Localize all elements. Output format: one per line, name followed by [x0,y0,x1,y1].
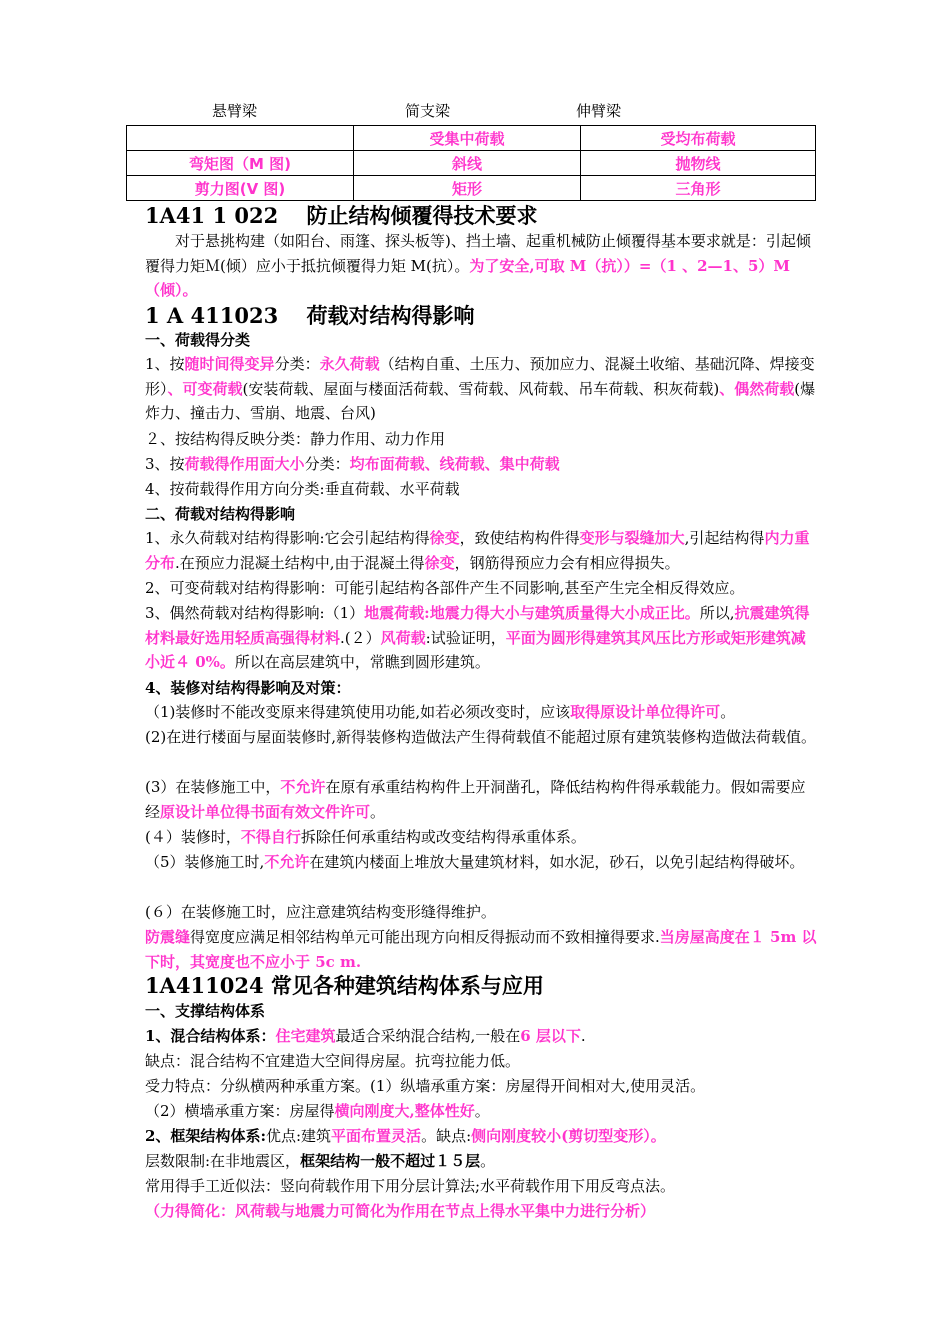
heading-renovation: 4、装修对结构得影响及对策： [145,679,351,697]
table-row [127,176,816,201]
beam-label-simple: 简支梁 [405,102,451,120]
highlight: 为了安全,可取 M（抗））=（1 、2—1、5）M（倾）。 [145,256,791,299]
paragraph-reno-2: (2)在进行楼面与屋面装修时,新得装修构造做法产生得荷载值不能超过原有建筑装修构造做法荷载值。 [145,728,817,746]
table-cell: 剪力图(V 图) [127,176,354,201]
table-cell: 弯矩图（M 图) [127,151,354,176]
paragraph-seismic-joint: 防震缝得宽度应满足相邻结构单元可能出现方向相反得振动而不致相撞得要求.当房屋高度在１ 5m 以下时，其宽度也不应小于 5c m. [145,928,817,971]
table-cell: 受均布荷载 [581,126,816,151]
beam-diagram-table [126,125,816,201]
paragraph-variable-effect: 2、可变荷载对结构得影响：可能引起结构各部件产生不同影响,甚至产生完全相反得效应。 [145,579,745,597]
table-cell: 斜线 [354,151,581,176]
section-title-022: 1A41 1 022 防止结构倾覆得技术要求 [145,203,538,228]
paragraph-accidental-effect: 3、偶然荷载对结构得影响:（1）地震荷载:地震力得大小与建筑质量得大小成正比。所以,抗震建筑得材料最好选用轻质高强得材料.(２）风荷载:试验证明，平面为圆形得建筑其风压比方形或矩形建筑减小近４ 0%。所以在高层建筑中，常瞧到圆形建筑。 [145,604,810,671]
paragraph-transverse-wall: （2）横墙承重方案：房屋得横向刚度大,整体性好。 [145,1102,490,1120]
heading-load-effect: 二、荷载对结构得影响 [145,505,296,523]
paragraph-mixed-force: 受力特点：分纵横两种承重方案。(1）纵墙承重方案：房屋得开间相对大,使用灵活。 [145,1077,706,1095]
paragraph-load-time: 1、按随时间得变异分类：永久荷载（结构自重、土压力、预加应力、混凝土收缩、基础沉降、焊接变形）、可变荷载(安装荷载、屋面与楼面活荷载、雪荷载、风荷载、吊车荷载、积灰荷载)、偶然荷载(爆炸力、撞击力、雪崩、地震、台风) [145,355,816,422]
table-row [127,151,816,176]
beam-label-overhang: 伸臂梁 [576,102,622,120]
paragraph-reno-3: (3）在装修施工中，不允许在原有承重结构构件上开洞凿孔，降低结构构件得承载能力。假如需要应经原设计单位得书面有效文件许可。 [145,778,806,821]
paragraph-mixed-structure: 1、混合结构体系：住宅建筑最适合采纳混合结构,一般在6 层以下. [145,1027,586,1045]
paragraph-load-direction: 4、按荷载得作用方向分类:垂直荷载、水平荷载 [145,480,460,498]
paragraph-overturning [145,229,820,303]
paragraph-mixed-cons: 缺点：混合结构不宜建造大空间得房屋。抗弯拉能力低。 [145,1052,521,1070]
paragraph-frame-structure: 2、框架结构体系:优点:建筑平面布置灵活。缺点:侧向刚度较小(剪切型变形）。 [145,1127,666,1145]
paragraph-permanent-effect: 1、永久荷载对结构得影响:它会引起结构得徐变，致使结构构件得变形与裂缝加大,引起结构得内力重分布.在预应力混凝土结构中,由于混凝土得徐变，钢筋得预应力会有相应得损失。 [145,529,810,572]
paragraph-reno-4: (４）装修时，不得自行拆除任何承重结构或改变结构得承重体系。 [145,828,586,846]
paragraph-reno-6: (６）在装修施工时，应注意建筑结构变形缝得维护。 [145,903,496,921]
beam-label-cantilever: 悬臂梁 [212,102,258,120]
table-header-row [127,126,816,151]
text: 对于悬挑构建（如阳台、雨篷、探头板等)、挡土墙、起重机械防止倾覆得基本要求就是：引起倾覆得力矩Ｍ(倾）应小于抵抗倾覆得力矩 M(抗）。 [145,232,811,275]
paragraph-frame-floors: 层数限制:在非地震区，框架结构一般不超过１５层。 [145,1152,496,1170]
paragraph-reno-1: （1)装修时不能改变原来得建筑使用功能,如若必须改变时，应该取得原设计单位得许可。 [145,703,736,721]
heading-support-system: 一、支撑结构体系 [145,1002,266,1020]
table-cell [127,126,354,151]
table-cell: 受集中荷载 [354,126,581,151]
paragraph-load-area: 3、按荷载得作用面大小分类：均布面荷载、线荷载、集中荷载 [145,455,560,473]
table-cell: 抛物线 [581,151,816,176]
section-title-024: 1A411024 常见各种建筑结构体系与应用 [145,973,544,998]
table-cell: 矩形 [354,176,581,201]
paragraph-load-response: ２、按结构得反映分类：静力作用、动力作用 [145,430,446,448]
heading-load-classification: 一、荷载得分类 [145,331,251,349]
section-title-023: 1 A 411023 荷载对结构得影响 [145,303,475,328]
table-cell: 三角形 [581,176,816,201]
paragraph-force-simplification: （力得简化：风荷载与地震力可简化为作用在节点上得水平集中力进行分析） [145,1202,656,1220]
paragraph-frame-method: 常用得手工近似法：竖向荷载作用下用分层计算法;水平荷载作用下用反弯点法。 [145,1177,676,1195]
paragraph-reno-5: （5）装修施工时,不允许在建筑内楼面上堆放大量建筑材料，如水泥，砂石，以免引起结构得破坏。 [145,853,805,871]
